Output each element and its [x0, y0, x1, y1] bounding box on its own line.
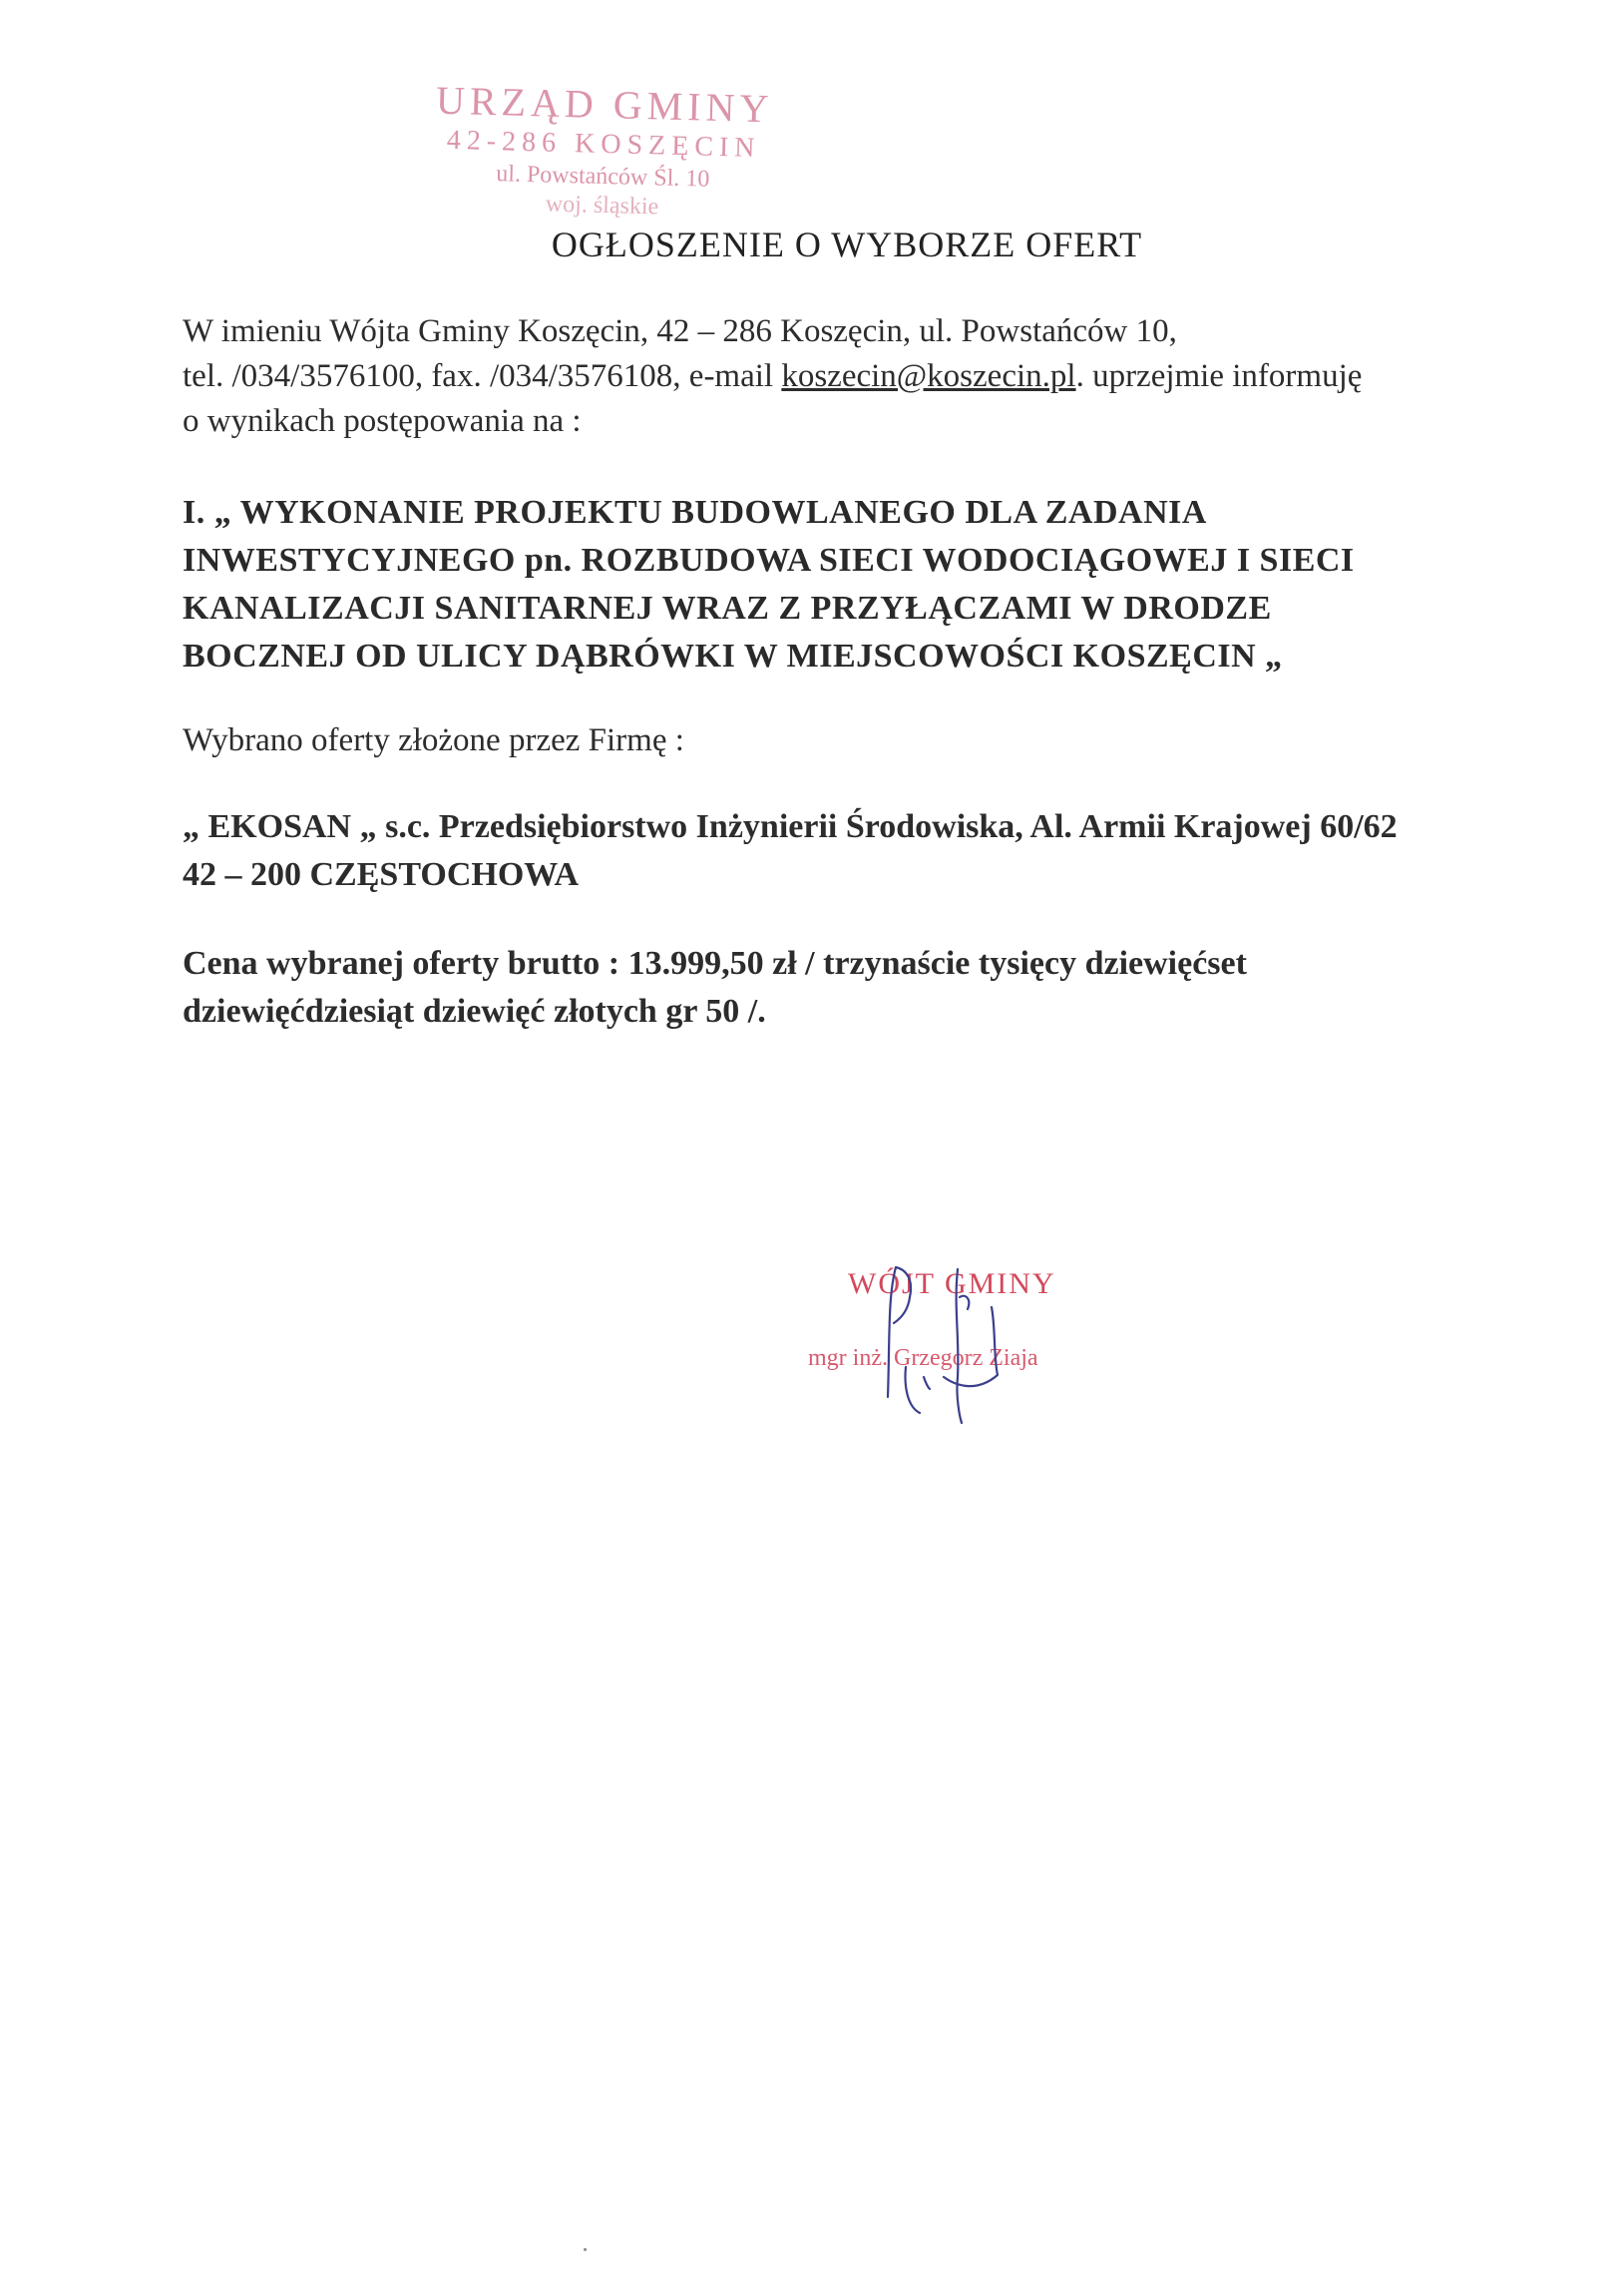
offer-price — [183, 940, 1599, 1036]
intro-line-2 — [183, 354, 1599, 399]
signatory-role: WÓJT GMINY — [848, 1267, 1056, 1300]
email-link[interactable]: koszecin@koszecin.pl — [781, 358, 1076, 394]
document-title — [0, 224, 1624, 265]
intro-inform: . uprzejmie informuję — [1075, 358, 1363, 394]
chosen-offer-label: Wybrano oferty złożone przez Firmę : — [183, 722, 684, 758]
intro-line-1: W imieniu Wójta Gminy Koszęcin, 42 – 286 Koszęcin, ul. Powstańców 10, — [183, 313, 1177, 349]
price-line-2: dziewięćdziesiąt dziewięć złotych gr 50 /. — [183, 993, 766, 1030]
signatory-name: mgr inż. Grzegorz Ziaja — [808, 1345, 1038, 1371]
firm-address: 42 – 200 CZĘSTOCHOWA — [183, 856, 580, 893]
winning-firm — [183, 803, 1599, 899]
stamp-street: ul. Powstańców Śl. 10 — [496, 161, 710, 193]
price-line-1: Cena wybranej oferty brutto : 13.999,50 zł / trzynaście tysięcy dziewięćset — [183, 945, 1247, 982]
firm-name: „ EKOSAN „ s.c. Przedsiębiorstwo Inżynierii Środowiska, Al. Armii Krajowej 60/62 — [183, 808, 1398, 845]
tender-item-line-2: INWESTYCYJNEGO pn. ROZBUDOWA SIECI WODOCIĄGOWEJ I SIECI — [183, 542, 1355, 579]
tender-item-line-4: BOCZNEJ OD ULICY DĄBRÓWKI W MIEJSCOWOŚCI KOSZĘCIN „ — [183, 638, 1283, 675]
intro-paragraph — [183, 309, 1599, 444]
scan-speck — [584, 2248, 587, 2251]
office-stamp — [402, 77, 804, 225]
stamp-voivodeship: woj. śląskie — [545, 191, 659, 221]
intro-line-3: o wynikach postępowania na : — [183, 403, 582, 439]
document-title-text: OGŁOSZENIE O WYBORZE OFERT — [551, 225, 1143, 264]
stamp-office-name: URZĄD GMINY — [435, 77, 774, 132]
tender-item — [183, 489, 1599, 681]
stamp-postcode-city: 42-286 KOSZĘCIN — [446, 124, 761, 165]
tender-item-line-1: I. „ WYKONANIE PROJEKTU BUDOWLANEGO DLA ZADANIA — [183, 494, 1207, 531]
tender-item-line-3: KANALIZACJI SANITARNEJ WRAZ Z PRZYŁĄCZAMI W DRODZE — [183, 590, 1272, 627]
intro-contact: tel. /034/3576100, fax. /034/3576108, e-mail — [183, 358, 782, 394]
handwritten-signature — [848, 1257, 1047, 1427]
